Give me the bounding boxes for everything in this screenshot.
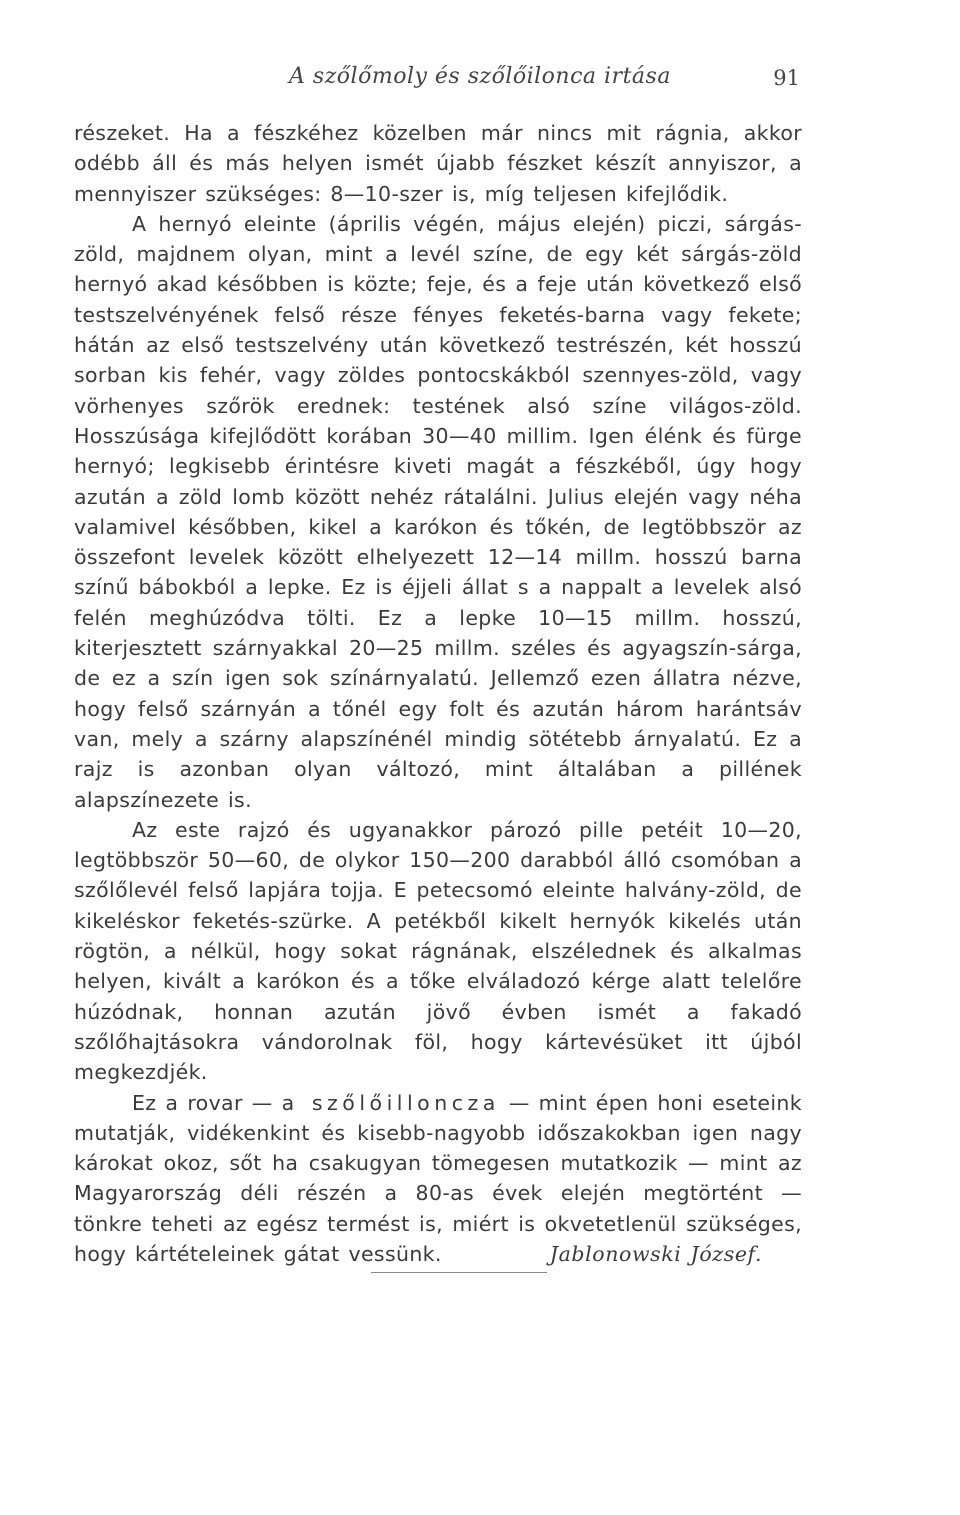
page-number: 91 bbox=[773, 66, 800, 90]
paragraph-1: részeket. Ha a fészkéhez közelben már nincs mit rágnia, akkor odébb áll és más helyen ismét újabb fészket készít annyiszor, a mennyiszer szükséges: 8—10-szer is, míg teljesen kifejlődik. bbox=[74, 121, 802, 206]
paragraph-4-lead: Ez a rovar — bbox=[132, 1090, 273, 1115]
footer-rule bbox=[371, 1272, 547, 1273]
paragraph-4-rest: — mint épen honi eseteink mutatják, vidékenkint és kisebb-nagyobb időszakokban igen nagy károkat okoz, sőt ha csakugyan tömegesen mutatkozik — mint az Magyarország déli részén a 80-as évek elején megtörtént — tönkre teheti az egész termést is, miért is okvetetlenül szükséges, hogy kártételeinek gátat vessünk. bbox=[74, 1090, 802, 1266]
paragraph-3: Az este rajzó és ugyanakkor pározó pille petéit 10—20, legtöbbször 50—60, de olykor 150—200 darabból álló csomóban a szőlőlevél felső lapjára tojja. E petecsomó eleinte halvány-zöld, de kikeléskor feketés-szürke. A petékből kikelt hernyók kikelés után rögtön, a nélkül, hogy sokat rágnának, elszélednek és alkalmas helyen, kivált a karókon és a tőke elváladozó kérge alatt telelőre húzódnak, honnan azután jövő évben ismét a fakadó szőlőhajtásokra vándorolnak föl, hogy kártevésüket itt újból megkezdjék. bbox=[74, 817, 802, 1085]
paragraph-4 bbox=[74, 1088, 802, 1270]
running-head bbox=[0, 58, 960, 98]
author-signature: Jablonowski József. bbox=[549, 1241, 763, 1266]
paragraph-2: A hernyó eleinte (április végén, május elején) piczi, sárgás-zöld, majdnem olyan, mint a levél színe, de egy két sárgás-zöld hernyó akad későbben is közte; feje, és a feje után következő első testszelvényének felső része fényes feketés-barna vagy fekete; hátán az első testszelvény után következő testrészén, két hosszú sorban kis fehér, vagy zöldes pontocskákból szennyes-zöld, vagy vörhenyes szőrök erednek: testének alsó színe világos-zöld. Hosszúsága kifejlődött korában 30—40 millim. Igen élénk és fürge hernyó; legkisebb érintésre kiveti magát a fészkéből, úgy hogy azután a zöld lomb között nehéz rátalálni. Julius elején vagy néha valamivel későbben, kikel a karókon és tőkén, de legtöbbször az összefont levelek között elhelyezett 12—14 millm. hosszú barna színű bábokból a lepke. Ez is éjjeli állat s a nappalt a levelek alsó felén meghúzódva tölti. Ez a lepke 10—15 millm. hosszú, kiterjesztett szárnyakkal 20—25 millm. széles és agyagszín-sárga, de ez a szín igen sok színárnyalatú. Jellemző ezen állatra nézve, hogy felső szárnyán a tőnél egy folt és azután három harántsáv van, mely a szárny alapszínénél mindig sötétebb árnyalatú. Ez a rajz is azonban olyan változó, mint általában a pillének alapszínezete is. bbox=[74, 211, 802, 812]
running-title: A szőlőmoly és szőlőilonca irtása bbox=[289, 64, 671, 89]
insect-name: a szőlőilloncza bbox=[281, 1090, 500, 1115]
body-text bbox=[74, 118, 802, 1269]
